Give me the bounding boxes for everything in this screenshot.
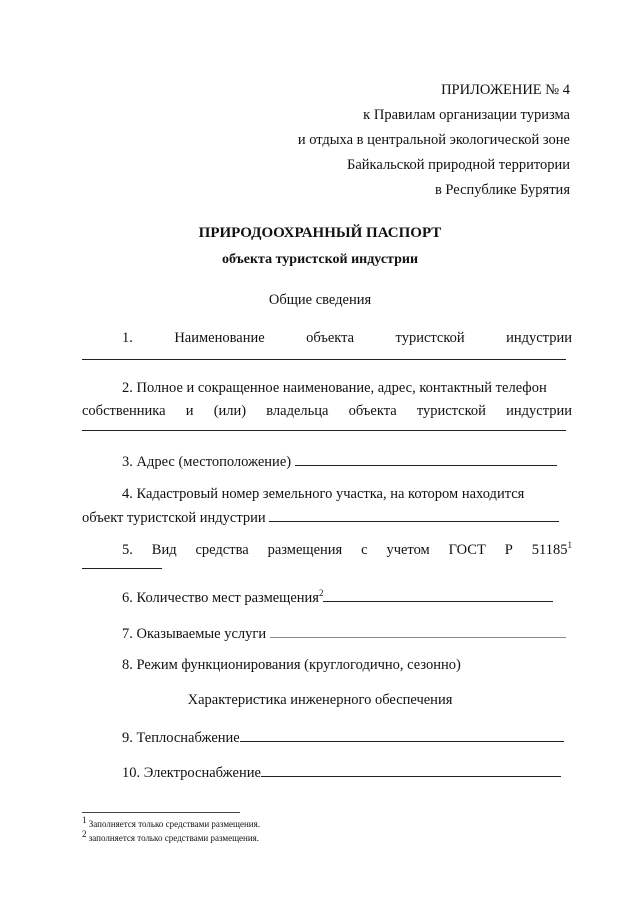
item-9-label: 9. Теплоснабжение: [122, 730, 240, 746]
item-2-word: (или): [213, 403, 247, 419]
item-4-blank[interactable]: [269, 509, 559, 522]
document-subtitle: объекта туристской индустрии: [221, 252, 419, 267]
item-8-line: 8. Режим функционирования (круглогодично, сезонно): [122, 657, 461, 673]
section-heading-engineering: Характеристика инженерного обеспечения: [187, 692, 453, 708]
item-5-word: размещения: [267, 542, 343, 558]
item-2-word: владельца: [266, 403, 329, 419]
appendix-ref-line: к Правилам организации туризма: [363, 107, 570, 123]
item-2-line-2: [82, 403, 572, 420]
item-3-label: 3. Адрес (местоположение): [122, 454, 292, 470]
item-4-line-1: 4. Кадастровый номер земельного участка, на котором находится: [122, 486, 525, 502]
appendix-ref-line: Байкальской природной территории: [347, 157, 570, 173]
item-9-line: [122, 729, 564, 747]
footnote-1-text: Заполняется только средствами размещения.: [86, 819, 260, 829]
section-heading-general: Общие сведения: [268, 292, 372, 308]
item-2-blank[interactable]: [82, 430, 566, 431]
appendix-ref-line: и отдыха в центральной экологической зоне: [297, 132, 570, 148]
footnote-separator: [82, 812, 240, 813]
footnote-ref-1: 1: [567, 540, 572, 551]
item-2-word: туристской: [416, 403, 486, 419]
item-5-word: 5.: [122, 542, 133, 558]
item-10-blank[interactable]: [261, 764, 561, 777]
appendix-number: ПРИЛОЖЕНИЕ № 4: [441, 82, 570, 98]
footnote-1-mark: 1: [82, 815, 87, 825]
item-1-line: [122, 330, 572, 347]
item-2-word: и: [185, 403, 194, 419]
item-1-word: объекта: [306, 330, 355, 346]
item-7-label: 7. Оказываемые услуги: [122, 626, 267, 642]
item-1-blank[interactable]: [82, 359, 566, 360]
item-5-word: с: [361, 542, 368, 558]
item-7-line: [122, 625, 566, 643]
item-6-blank[interactable]: [323, 589, 553, 602]
item-5-word: ГОСТ: [448, 542, 486, 558]
item-2-word: собственника: [82, 403, 166, 419]
item-5-blank[interactable]: [82, 568, 162, 569]
item-7-blank[interactable]: [270, 625, 566, 638]
item-4-label: объект туристской индустрии: [82, 510, 266, 526]
item-9-blank[interactable]: [240, 729, 564, 742]
item-10-line: [122, 764, 561, 782]
footnote-2-mark: 2: [82, 829, 87, 839]
footnote-ref-2: 2: [318, 588, 324, 599]
footnote-2: [82, 829, 260, 843]
document-title: ПРИРОДООХРАННЫЙ ПАСПОРТ: [198, 225, 442, 241]
item-2-line-1: 2. Полное и сокращенное наименование, адрес, контактный телефон: [122, 380, 547, 396]
item-2-word: индустрии: [506, 403, 572, 419]
appendix-ref-line: в Республике Бурятия: [434, 182, 570, 198]
item-2-word: объекта: [348, 403, 397, 419]
item-1-word: 1.: [122, 330, 133, 346]
item-5-word: средства: [195, 542, 249, 558]
item-5-line: [122, 542, 572, 559]
item-3-line: [122, 453, 557, 471]
item-5-word: Р: [504, 542, 513, 558]
item-6-label: 6. Количество мест размещения: [122, 590, 319, 606]
item-3-blank[interactable]: [295, 453, 557, 466]
item-5-word: Вид: [151, 542, 177, 558]
item-6-line: [122, 589, 553, 607]
item-5-gost-number: 51185: [531, 542, 568, 558]
item-1-word: индустрии: [506, 330, 572, 346]
item-5-word: [532, 542, 572, 559]
item-1-word: Наименование: [174, 330, 265, 346]
footnote-2-text: заполняется только средствами размещения.: [86, 833, 260, 843]
item-4-line-2: [82, 509, 559, 527]
item-1-word: туристской: [395, 330, 465, 346]
item-10-label: 10. Электроснабжение: [122, 765, 261, 781]
footnote-1: [82, 815, 260, 829]
item-5-word: учетом: [386, 542, 430, 558]
